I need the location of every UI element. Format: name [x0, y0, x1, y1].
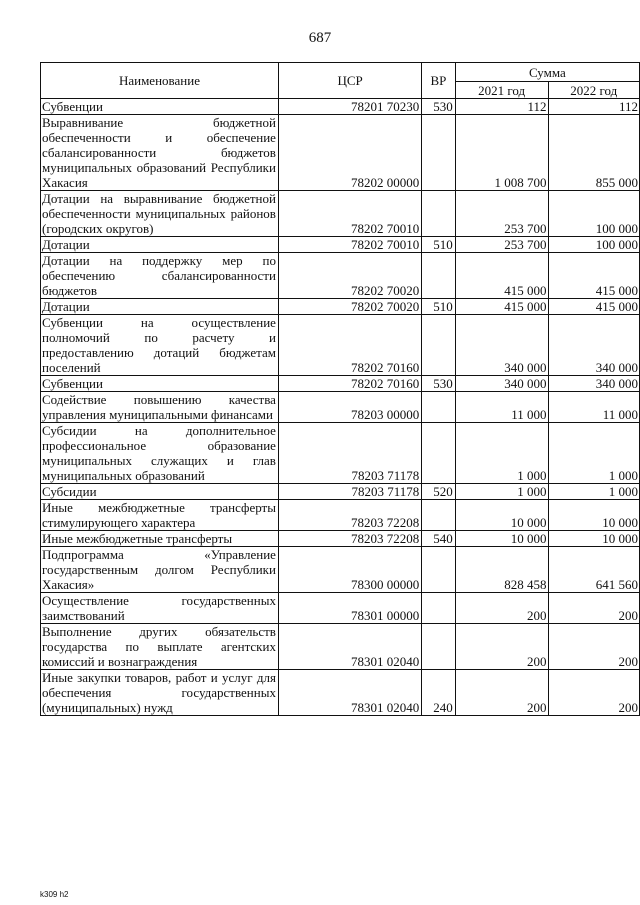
row-sum-2022: 415 000: [548, 299, 639, 315]
row-csr: 78203 71178: [278, 484, 421, 500]
row-csr: 78300 00000: [278, 547, 421, 593]
table-header: [41, 63, 640, 99]
table-row: [41, 423, 640, 484]
table-row: [41, 191, 640, 237]
table-row: [41, 624, 640, 670]
row-vr: 520: [422, 484, 455, 500]
row-name: Иные межбюджетные трансферты: [41, 531, 279, 547]
row-csr: 78203 71178: [278, 423, 421, 484]
row-vr: [422, 593, 455, 624]
table-row: [41, 115, 640, 191]
table-row: [41, 670, 640, 716]
row-name: Содействие повышению качества управления муниципальными финансами: [41, 392, 279, 423]
table-row: [41, 376, 640, 392]
row-sum-2022: 1 000: [548, 484, 639, 500]
row-sum-2022: 112: [548, 99, 639, 115]
table-row: [41, 253, 640, 299]
row-csr: 78201 70230: [278, 99, 421, 115]
row-csr: 78202 70020: [278, 299, 421, 315]
row-name: Дотации на поддержку мер по обеспечению сбалансированности бюджетов: [41, 253, 279, 299]
row-sum-2022: 641 560: [548, 547, 639, 593]
row-vr: 530: [422, 376, 455, 392]
table-row: [41, 547, 640, 593]
header-name: Наименование: [41, 63, 279, 99]
row-vr: 510: [422, 237, 455, 253]
row-name: Дотации: [41, 237, 279, 253]
row-sum-2021: 253 700: [455, 237, 548, 253]
table-row: [41, 299, 640, 315]
row-sum-2022: 11 000: [548, 392, 639, 423]
row-sum-2021: 1 000: [455, 484, 548, 500]
row-csr: 78203 72208: [278, 531, 421, 547]
budget-table: [40, 62, 640, 716]
header-year-2021: 2021 год: [455, 82, 548, 99]
row-sum-2021: 1 000: [455, 423, 548, 484]
row-sum-2021: 340 000: [455, 376, 548, 392]
row-name: Выполнение других обязательств государства по выплате агентских комиссий и вознаграждения: [41, 624, 279, 670]
row-csr: 78301 02040: [278, 624, 421, 670]
header-csr: ЦСР: [278, 63, 421, 99]
row-sum-2022: 415 000: [548, 253, 639, 299]
row-sum-2021: 1 008 700: [455, 115, 548, 191]
row-sum-2022: 100 000: [548, 191, 639, 237]
row-vr: [422, 547, 455, 593]
row-vr: [422, 253, 455, 299]
row-csr: 78202 70010: [278, 191, 421, 237]
row-sum-2022: 10 000: [548, 531, 639, 547]
footer-code: k309 h2: [40, 890, 69, 899]
row-sum-2021: 200: [455, 670, 548, 716]
row-vr: [422, 191, 455, 237]
row-name: Субвенции: [41, 99, 279, 115]
row-name: Субвенции на осуществление полномочий по расчету и предоставлению дотаций бюджетам поселений: [41, 315, 279, 376]
row-csr: 78203 00000: [278, 392, 421, 423]
header-year-2022: 2022 год: [548, 82, 639, 99]
row-sum-2021: 10 000: [455, 531, 548, 547]
row-vr: [422, 392, 455, 423]
table-row: [41, 392, 640, 423]
table-row: [41, 593, 640, 624]
header-vr: ВР: [422, 63, 455, 99]
row-vr: [422, 624, 455, 670]
table-row: [41, 484, 640, 500]
row-vr: [422, 315, 455, 376]
row-sum-2022: 100 000: [548, 237, 639, 253]
row-sum-2021: 10 000: [455, 500, 548, 531]
row-vr: [422, 423, 455, 484]
row-sum-2022: 340 000: [548, 315, 639, 376]
row-sum-2022: 10 000: [548, 500, 639, 531]
row-sum-2021: 340 000: [455, 315, 548, 376]
row-name: Иные межбюджетные трансферты стимулирующего характера: [41, 500, 279, 531]
row-csr: 78301 02040: [278, 670, 421, 716]
row-name: Выравнивание бюджетной обеспеченности и обеспечение сбалансированности бюджетов муниципальных образований Республики Хакасия: [41, 115, 279, 191]
row-name: Иные закупки товаров, работ и услуг для обеспечения государственных (муниципальных) нужд: [41, 670, 279, 716]
row-csr: 78202 70010: [278, 237, 421, 253]
row-vr: 530: [422, 99, 455, 115]
row-csr: 78202 00000: [278, 115, 421, 191]
row-sum-2021: 415 000: [455, 299, 548, 315]
row-sum-2021: 828 458: [455, 547, 548, 593]
row-name: Субсидии: [41, 484, 279, 500]
row-vr: [422, 500, 455, 531]
row-sum-2021: 200: [455, 624, 548, 670]
row-csr: 78202 70160: [278, 315, 421, 376]
row-vr: 540: [422, 531, 455, 547]
header-sum: Сумма: [455, 63, 639, 82]
row-name: Дотации на выравнивание бюджетной обеспеченности муниципальных районов (городских округов): [41, 191, 279, 237]
row-sum-2022: 200: [548, 593, 639, 624]
page-number: 687: [308, 30, 332, 46]
row-vr: [422, 115, 455, 191]
row-sum-2021: 11 000: [455, 392, 548, 423]
row-name: Подпрограмма «Управление государственным долгом Республики Хакасия»: [41, 547, 279, 593]
row-sum-2022: 855 000: [548, 115, 639, 191]
table-row: [41, 500, 640, 531]
row-sum-2021: 253 700: [455, 191, 548, 237]
row-sum-2022: 340 000: [548, 376, 639, 392]
row-sum-2021: 112: [455, 99, 548, 115]
row-name: Дотации: [41, 299, 279, 315]
table-row: [41, 315, 640, 376]
table-body: [41, 99, 640, 716]
table-row: [41, 99, 640, 115]
row-sum-2022: 200: [548, 624, 639, 670]
row-csr: 78202 70160: [278, 376, 421, 392]
row-csr: 78203 72208: [278, 500, 421, 531]
row-vr: 240: [422, 670, 455, 716]
row-name: Субсидии на дополнительное профессиональное образование муниципальных служащих и глав муниципальных образований: [41, 423, 279, 484]
row-sum-2021: 200: [455, 593, 548, 624]
row-sum-2022: 1 000: [548, 423, 639, 484]
table-row: [41, 237, 640, 253]
row-csr: 78202 70020: [278, 253, 421, 299]
table-row: [41, 531, 640, 547]
row-name: Субвенции: [41, 376, 279, 392]
row-sum-2022: 200: [548, 670, 639, 716]
row-name: Осуществление государственных заимствований: [41, 593, 279, 624]
row-csr: 78301 00000: [278, 593, 421, 624]
row-vr: 510: [422, 299, 455, 315]
row-sum-2021: 415 000: [455, 253, 548, 299]
